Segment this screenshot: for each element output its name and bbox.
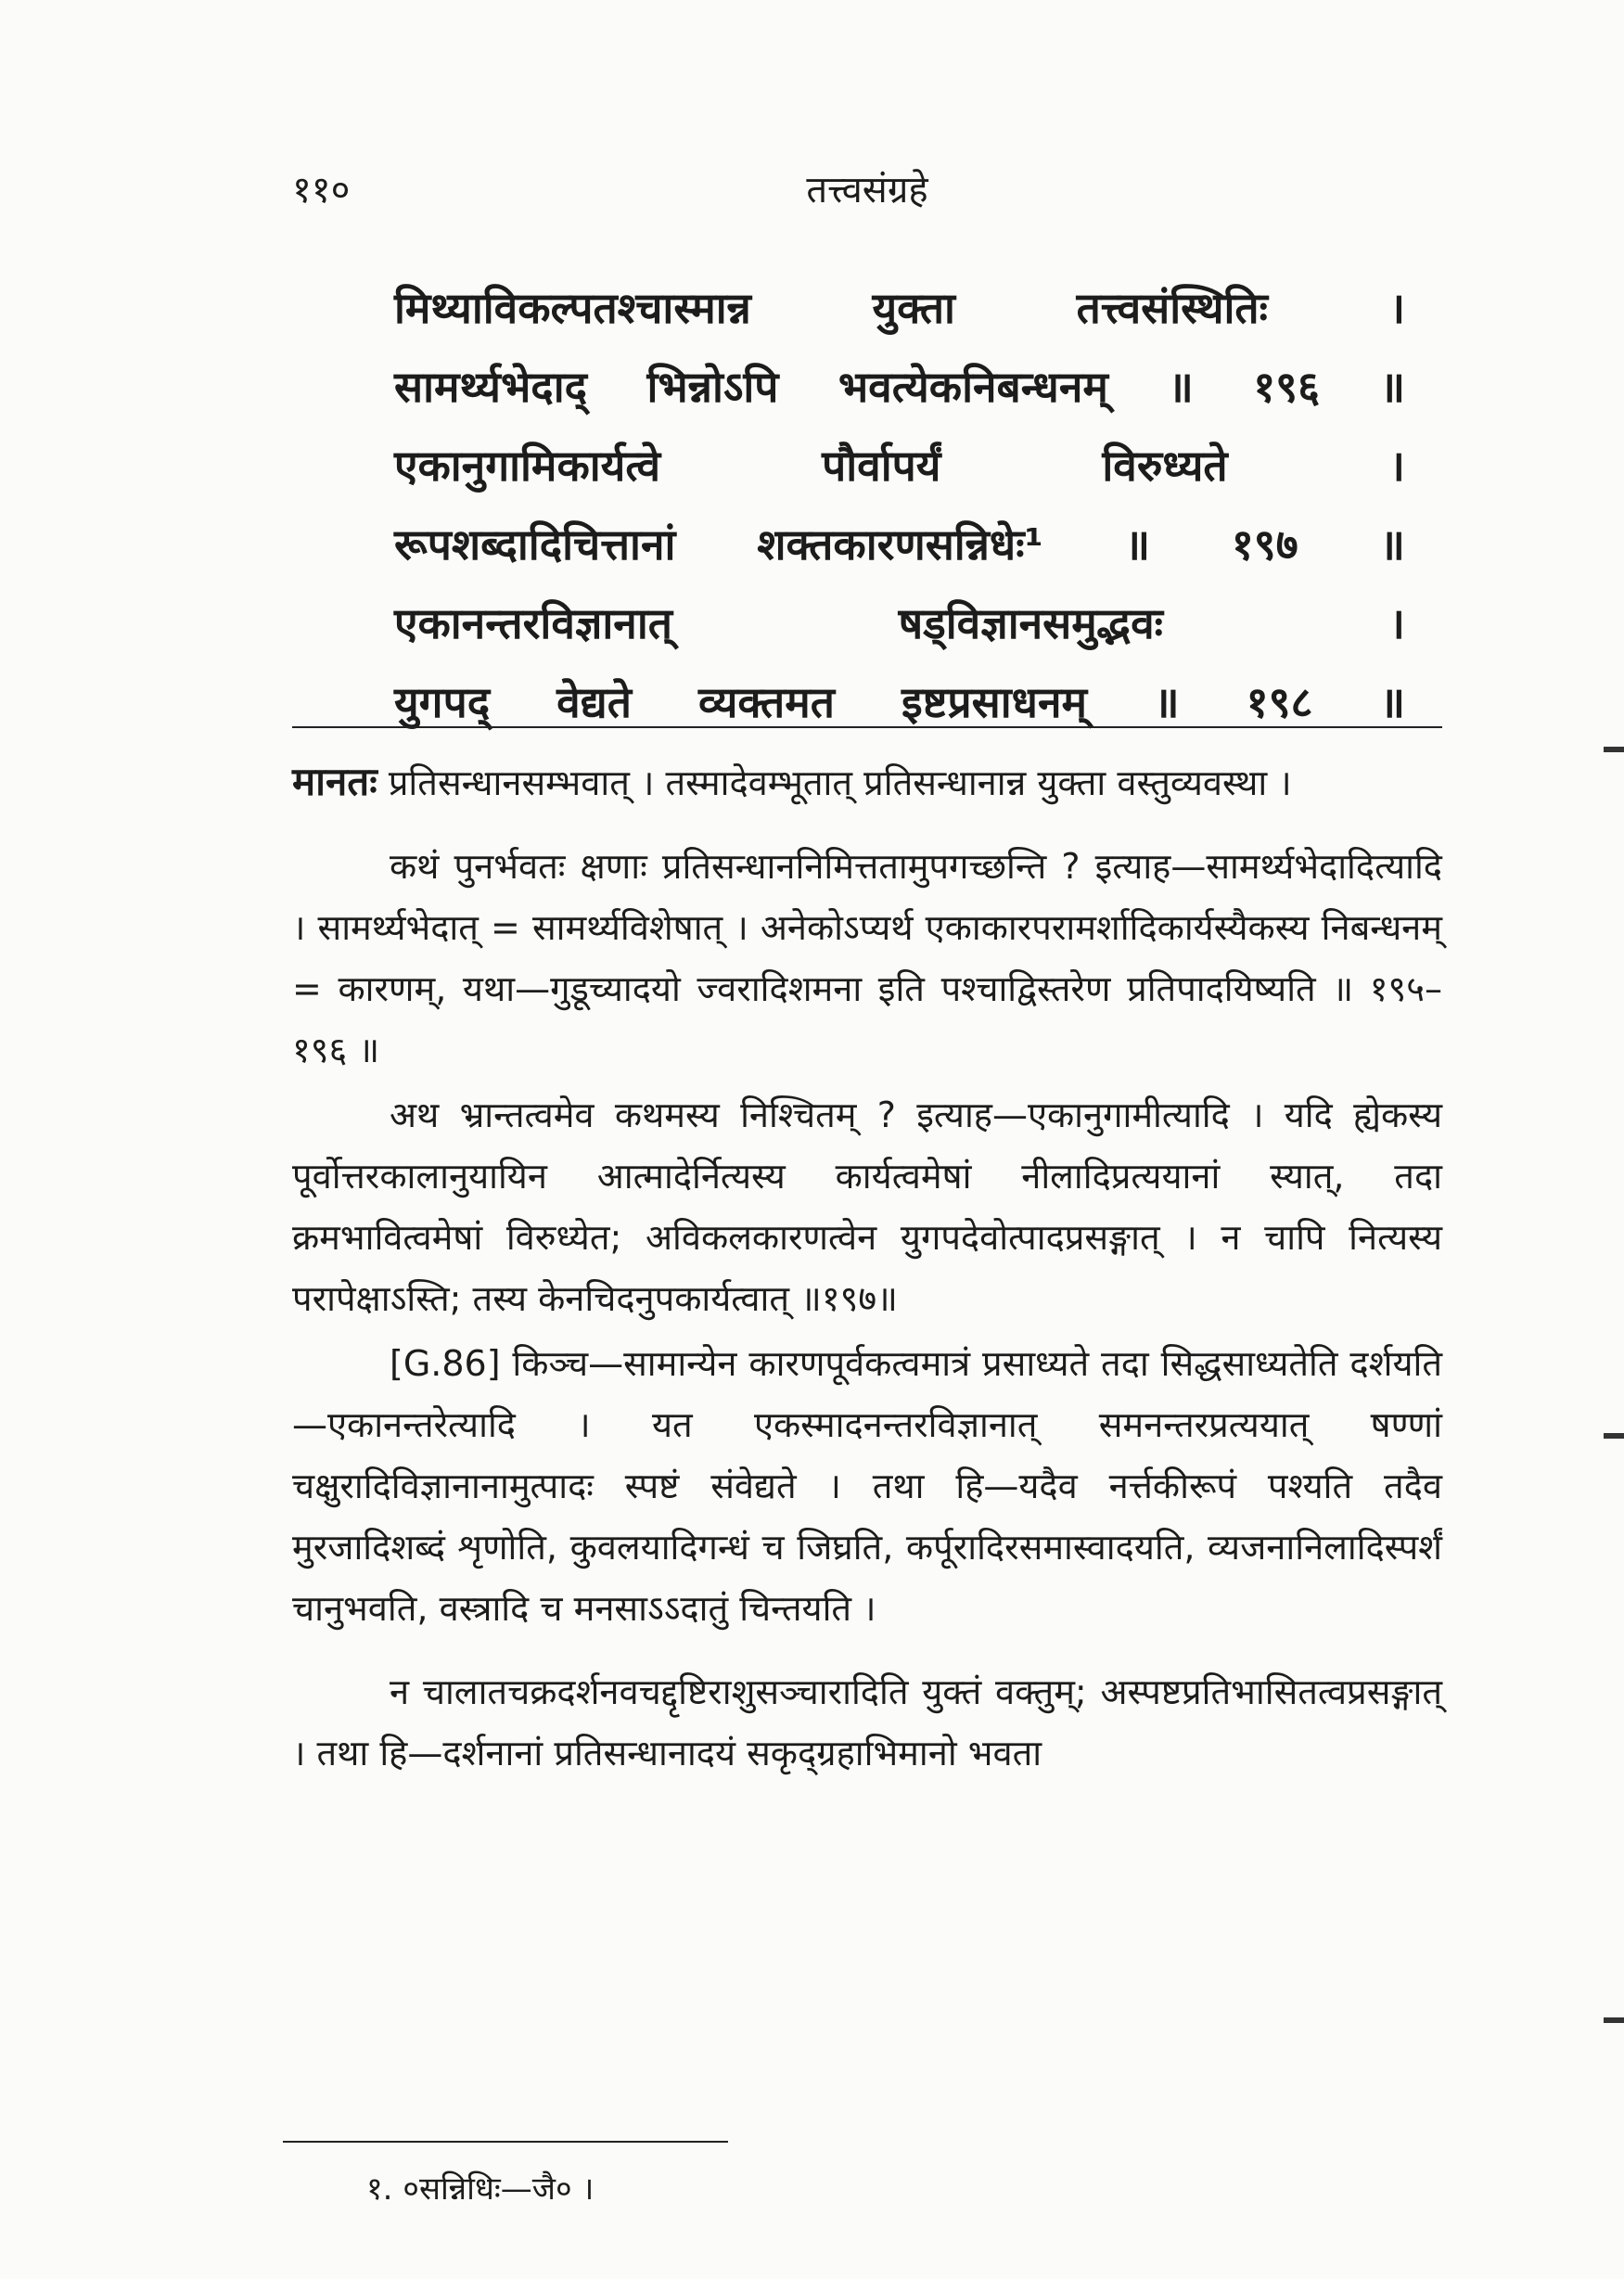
footnote-divider (283, 2141, 728, 2143)
section-divider (292, 726, 1442, 728)
paragraph-text: प्रतिसन्धानसम्भवात् । तस्मादेवम्भूतात् प्रतिसन्धानान्न युक्ता वस्तुव्यवस्था । (377, 762, 1292, 803)
commentary-paragraph (292, 751, 1442, 813)
verse-line: मिथ्याविकल्पतश्चास्मान्न युक्ता तत्त्वसंस्थितिः । (394, 283, 1405, 333)
page-number: ११० (292, 169, 351, 211)
commentary-paragraph: कथं पुनर्भवतः क्षणाः प्रतिसन्धाननिमित्ततामुपगच्छन्ति ? इत्याह—सामर्थ्यभेदादित्यादि । सामर्थ्यभेदात् = सामर्थ्यविशेषात् । अनेकोऽप्यर्थ एकाकारपरामर्शादिकार्यस्यैकस्य निबन्धनम् = कारणम्, यथा—गुडूच्यादयो ज्वरादिशमना इति पश्चाद्विस्तरेण प्रतिपादयिष्यति ॥ १९५–१९६ ॥ (292, 846, 1442, 1070)
verse-block (394, 269, 1405, 742)
verse-line: युगपद् वेद्यते व्यक्तमत इष्टप्रसाधनम् ॥ १९८ ॥ (394, 677, 1405, 727)
lead-word: मानतः (292, 759, 377, 804)
commentary-paragraph: [G.86] किञ्च—सामान्येन कारणपूर्वकत्वमात्रं प्रसाध्यते तदा सिद्धसाध्यतेति दर्शयति—एकानन्तरेत्यादि । यत एकस्मादनन्तरविज्ञानात् समनन्तरप्रत्ययात् षण्णां चक्षुरादिविज्ञानानामुत्पादः स्पष्टं संवेद्यते । तथा हि—यदैव नर्त्तकीरूपं पश्यति तदैव मुरजादिशब्दं शृणोति, कुवलयादिगन्धं च जिघ्रति, कर्पूरादिरसमास्वादयति, व्यजनानिलादिस्पर्शं चानुभवति, वस्त्रादि च मनसाऽऽदातुं चिन्तयति । (292, 1343, 1442, 1629)
margin-mark (1604, 2017, 1624, 2023)
verse-line: एकानुगामिकार्यत्वे पौर्वापर्यं विरुध्यते । (394, 441, 1405, 491)
footnote: १. ०सन्निधिः—जै० । (366, 2170, 595, 2208)
commentary-block (292, 751, 1442, 1806)
verse-line: सामर्थ्यभेदाद् भिन्नोऽपि भवत्येकनिबन्धनम् ॥ १९६ ॥ (394, 362, 1405, 412)
margin-mark (1604, 1433, 1624, 1439)
commentary-paragraph: अथ भ्रान्तत्वमेव कथमस्य निश्चितम् ? इत्याह—एकानुगामीत्यादि । यदि ह्येकस्य पूर्वोत्तरकालानुयायिन आत्मादेर्नित्यस्य कार्यत्वमेषां नीलादिप्रत्ययानां स्यात्, तदा क्रमभावित्वमेषां विरुध्येत; अविकलकारणत्वेन युगपदेवोत्पादप्रसङ्गात् । न चापि नित्यस्य परापेक्षाऽस्ति; तस्य केनचिदनुपकार्यत्वात् ॥१९७॥ (292, 1095, 1442, 1319)
page-header (292, 162, 1442, 218)
running-title: तत्त्वसंग्रहे (806, 169, 928, 211)
margin-mark (1604, 747, 1624, 752)
commentary-paragraph: न चालातचक्रदर्शनवचद्दृष्टिराशुसञ्चारादिति युक्तं वक्तुम्; अस्पष्टप्रतिभासितत्वप्रसङ्गात् । तथा हि—दर्शनानां प्रतिसन्धानादयं सकृद्ग्रहाभिमानो भवता (292, 1671, 1442, 1773)
verse-line: एकानन्तरविज्ञानात् षड्विज्ञानसमुद्भवः । (394, 598, 1405, 648)
verse-line: रूपशब्दादिचित्तानां शक्तकारणसन्निधेः¹ ॥ १९७ ॥ (394, 519, 1405, 570)
